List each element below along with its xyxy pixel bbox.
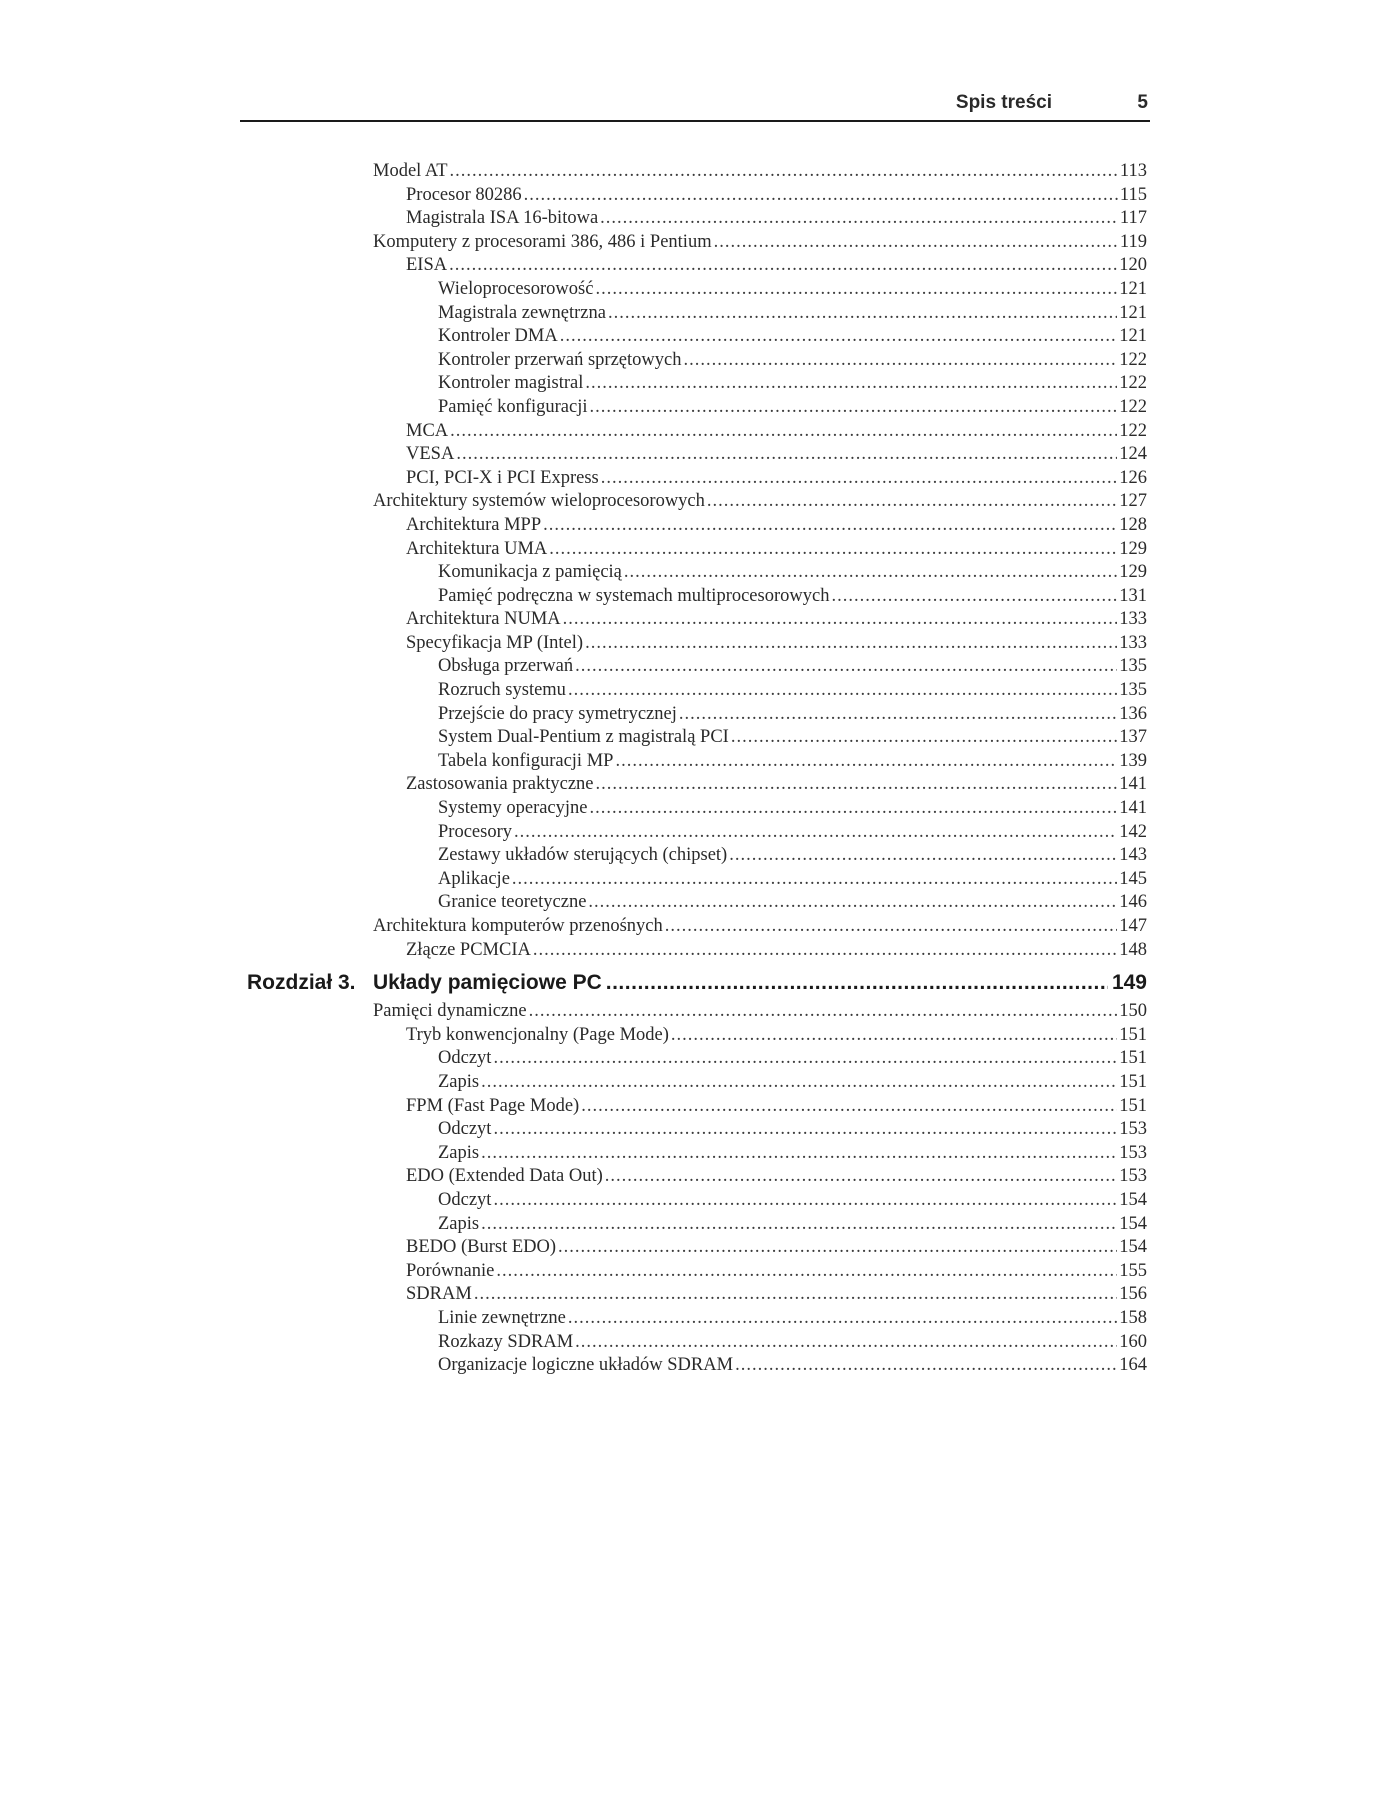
toc-entry (373, 1354, 1147, 1378)
toc-entry-title: Magistrala zewnętrzna (438, 302, 606, 323)
toc-entry-page: 122 (1119, 396, 1147, 417)
dot-leader (529, 1000, 1118, 1024)
toc-entry (373, 1236, 1147, 1260)
toc-entry (373, 420, 1147, 444)
dot-leader (581, 1095, 1117, 1119)
toc-entry-page: 131 (1119, 585, 1147, 606)
dot-leader (474, 1283, 1117, 1307)
dot-leader (671, 1024, 1117, 1048)
toc-entry-title: Architektura UMA (406, 538, 548, 559)
dot-leader (624, 561, 1117, 585)
toc-entry (373, 184, 1147, 208)
dot-leader (590, 396, 1118, 420)
toc-entry-title: Przejście do pracy symetrycznej (438, 703, 677, 724)
toc-entry-title: BEDO (Burst EDO) (406, 1237, 557, 1258)
dot-leader (450, 160, 1118, 184)
toc-entry-page: 158 (1119, 1307, 1147, 1328)
toc-entry-page: 150 (1119, 1001, 1147, 1022)
toc-entry-title: Rozruch systemu (438, 680, 566, 701)
dot-leader (596, 773, 1118, 797)
dot-leader (558, 1236, 1117, 1260)
dot-leader (590, 797, 1118, 821)
toc-entry-title: Tabela konfiguracji MP (438, 750, 614, 771)
toc-entry-title: Architektury systemów wieloprocesorowych (373, 491, 705, 512)
toc-entry-title: Komunikacja z pamięcią (438, 562, 622, 583)
toc-entry-page: 121 (1119, 278, 1147, 299)
toc-entry (373, 396, 1147, 420)
toc-entry (373, 1307, 1147, 1331)
toc-entry-page: 154 (1119, 1213, 1147, 1234)
toc-entry-title: Wieloprocesorowość (438, 278, 594, 299)
toc-entry-title: Linie zewnętrzne (438, 1307, 566, 1328)
toc-entry (373, 1071, 1147, 1095)
toc-entry-page: 141 (1119, 798, 1147, 819)
dot-leader (585, 632, 1117, 656)
toc-entry-title: Procesory (438, 821, 512, 842)
toc-entry-title: Kontroler magistral (438, 373, 584, 394)
toc-entry-page: 147 (1119, 916, 1147, 936)
toc-entry-title: PCI, PCI-X i PCI Express (406, 467, 599, 488)
toc-entry-title: Architektura komputerów przenośnych (373, 916, 663, 936)
toc-entry-title: Kontroler przerwań sprzętowych (438, 349, 682, 370)
toc-entry-title: Specyfikacja MP (Intel) (406, 632, 584, 653)
dot-leader (449, 254, 1117, 278)
toc-entry-title: Komputery z procesorami 386, 486 i Pentium (373, 231, 712, 252)
running-header (240, 90, 1150, 122)
dot-leader (595, 278, 1117, 302)
toc-entry-page: 155 (1119, 1260, 1147, 1281)
toc-entry-page: 151 (1119, 1095, 1147, 1116)
toc-entry-title: Architektura MPP (406, 514, 542, 535)
toc-entry-page: 122 (1119, 373, 1147, 394)
toc-entry (373, 561, 1147, 585)
toc-entry (373, 1189, 1147, 1213)
chapter-page: 149 (1111, 971, 1147, 995)
toc-entry-title: Zapis (438, 1142, 480, 1163)
toc-entry (373, 773, 1147, 797)
dot-leader (585, 372, 1117, 396)
dot-leader (563, 608, 1118, 632)
toc-entry-title: Zestawy układów sterujących (chipset) (438, 845, 728, 866)
toc-entry-title: Pamięci dynamiczne (373, 1001, 527, 1022)
toc-entry (373, 1142, 1147, 1166)
toc-entry-title: Pamięć podręczna w systemach multiprocesorowych (438, 585, 830, 606)
toc-entry-title: Zapis (438, 1071, 480, 1092)
toc-entry-title: SDRAM (406, 1284, 472, 1305)
toc-entry-title: Tryb konwencjonalny (Page Mode) (406, 1024, 669, 1045)
toc-entry (373, 538, 1147, 562)
toc-entry-title: Systemy operacyjne (438, 798, 588, 819)
toc-entry (373, 1047, 1147, 1071)
toc-entry-page: 141 (1119, 774, 1147, 795)
dot-leader (524, 184, 1118, 208)
header-section-title: Spis treści (955, 92, 1052, 113)
toc-entry (373, 585, 1147, 609)
toc-entry-title: Obsługa przerwań (438, 656, 574, 677)
toc-entry-page: 136 (1119, 703, 1147, 724)
toc-entry (373, 207, 1147, 231)
toc-entry (373, 1118, 1147, 1142)
toc-group-1 (373, 160, 1147, 962)
toc-entry-title: Aplikacje (438, 868, 510, 889)
toc-entry-page: 121 (1119, 326, 1147, 347)
toc-entry-page: 148 (1119, 939, 1147, 960)
chapter-title: Układy pamięciowe PC (373, 971, 602, 995)
toc-entry (373, 726, 1147, 750)
dot-leader (481, 1142, 1117, 1166)
dot-leader (683, 349, 1117, 373)
dot-leader (731, 726, 1117, 750)
toc-entry (373, 679, 1147, 703)
toc-entry-page: 126 (1119, 467, 1147, 488)
toc-entry-page: 115 (1119, 184, 1147, 205)
dot-leader (496, 1260, 1117, 1284)
toc-entry-page: 154 (1119, 1237, 1147, 1258)
toc-entry-page: 129 (1119, 562, 1147, 583)
toc-entry-title: Model AT (373, 161, 448, 181)
toc-entry-page: 122 (1119, 420, 1147, 441)
toc-entry (373, 302, 1147, 326)
toc-entry (373, 1095, 1147, 1119)
dot-leader (729, 844, 1117, 868)
header-page-number: 5 (1137, 92, 1148, 113)
toc-entry-title: Kontroler DMA (438, 326, 558, 347)
toc-entry-title: Zapis (438, 1213, 480, 1234)
toc-entry (373, 1000, 1147, 1024)
dot-leader (456, 443, 1117, 467)
table-of-contents (247, 160, 1147, 1378)
dot-leader (831, 585, 1117, 609)
dot-leader (606, 966, 1108, 1000)
toc-entry (373, 868, 1147, 892)
toc-entry-title: Odczyt (438, 1189, 492, 1210)
dot-leader (512, 868, 1117, 892)
toc-entry-title: Zastosowania praktyczne (406, 774, 594, 795)
dot-leader (575, 1331, 1117, 1355)
toc-entry-page: 135 (1119, 656, 1147, 677)
toc-entry (373, 750, 1147, 774)
toc-entry (373, 655, 1147, 679)
toc-entry-title: Granice teoretyczne (438, 892, 587, 913)
toc-entry-page: 122 (1119, 349, 1147, 370)
dot-leader (707, 490, 1117, 514)
toc-entry (373, 231, 1147, 255)
toc-entry (373, 891, 1147, 915)
toc-entry (373, 514, 1147, 538)
dot-leader (481, 1213, 1117, 1237)
toc-entry (373, 797, 1147, 821)
toc-entry (373, 1024, 1147, 1048)
toc-entry-page: 156 (1119, 1284, 1147, 1305)
toc-entry-page: 153 (1119, 1166, 1147, 1187)
chapter-label: Rozdział 3. (247, 971, 356, 995)
toc-entry-page: 113 (1119, 161, 1147, 181)
toc-entry (373, 1283, 1147, 1307)
toc-entry (373, 349, 1147, 373)
toc-entry-page: 137 (1119, 727, 1147, 748)
toc-entry-title: Złącze PCMCIA (406, 939, 531, 960)
toc-entry (373, 844, 1147, 868)
dot-leader (600, 207, 1118, 231)
toc-entry-title: Organizacje logiczne układów SDRAM (438, 1355, 734, 1376)
toc-entry (373, 1331, 1147, 1355)
toc-entry (373, 325, 1147, 349)
toc-entry (373, 467, 1147, 491)
toc-entry-page: 151 (1119, 1024, 1147, 1045)
toc-entry-page: 117 (1119, 208, 1147, 229)
dot-leader (493, 1189, 1117, 1213)
toc-entry-title: Pamięć konfiguracji (438, 396, 588, 417)
toc-entry-page: 151 (1119, 1071, 1147, 1092)
toc-entry-page: 145 (1119, 868, 1147, 889)
toc-group-2 (373, 1000, 1147, 1378)
toc-entry (373, 1165, 1147, 1189)
toc-entry-page: 120 (1119, 255, 1147, 276)
dot-leader (560, 325, 1118, 349)
dot-leader (493, 1118, 1117, 1142)
toc-entry-page: 139 (1119, 750, 1147, 771)
toc-entry (373, 1260, 1147, 1284)
toc-entry-title: Odczyt (438, 1119, 492, 1140)
dot-leader (514, 821, 1117, 845)
dot-leader (605, 1165, 1117, 1189)
toc-entry-page: 135 (1119, 680, 1147, 701)
toc-entry-title: Porównanie (406, 1260, 495, 1281)
toc-entry-page: 119 (1119, 231, 1147, 252)
toc-entry (373, 821, 1147, 845)
dot-leader (568, 679, 1117, 703)
toc-entry-title: EDO (Extended Data Out) (406, 1166, 603, 1187)
dot-leader (575, 655, 1117, 679)
toc-entry-title: VESA (406, 444, 455, 465)
dot-leader (601, 467, 1118, 491)
dot-leader (679, 703, 1117, 727)
chapter-heading (247, 966, 1147, 1000)
toc-entry-page: 124 (1119, 444, 1147, 465)
toc-entry-page: 128 (1119, 514, 1147, 535)
toc-entry-page: 133 (1119, 632, 1147, 653)
toc-entry-title: EISA (406, 255, 448, 276)
toc-entry (373, 278, 1147, 302)
toc-entry-page: 146 (1119, 892, 1147, 913)
toc-entry-title: Procesor 80286 (406, 184, 522, 205)
toc-entry-title: System Dual-Pentium z magistralą PCI (438, 727, 729, 748)
dot-leader (665, 915, 1118, 939)
toc-entry (373, 490, 1147, 514)
toc-entry (373, 254, 1147, 278)
dot-leader (735, 1354, 1117, 1378)
dot-leader (608, 302, 1117, 326)
toc-entry-page: 160 (1119, 1331, 1147, 1352)
dot-leader (549, 538, 1117, 562)
toc-entry-title: MCA (406, 420, 449, 441)
toc-entry-title: Architektura NUMA (406, 609, 561, 630)
toc-entry-page: 151 (1119, 1048, 1147, 1069)
dot-leader (493, 1047, 1117, 1071)
toc-entry (373, 939, 1147, 963)
dot-leader (533, 939, 1117, 963)
toc-entry (373, 443, 1147, 467)
toc-entry (373, 703, 1147, 727)
toc-entry (373, 915, 1147, 939)
toc-entry-title: Magistrala ISA 16-bitowa (406, 208, 599, 229)
toc-entry-page: 154 (1119, 1189, 1147, 1210)
toc-entry (373, 160, 1147, 184)
dot-leader (714, 231, 1118, 255)
toc-entry-page: 129 (1119, 538, 1147, 559)
toc-entry-page: 143 (1119, 845, 1147, 866)
toc-entry-page: 121 (1119, 302, 1147, 323)
toc-entry-page: 164 (1119, 1355, 1147, 1376)
toc-entry (373, 1213, 1147, 1237)
toc-entry-page: 133 (1119, 609, 1147, 630)
dot-leader (450, 420, 1117, 444)
toc-entry-title: Odczyt (438, 1048, 492, 1069)
toc-entry-page: 153 (1119, 1119, 1147, 1140)
dot-leader (568, 1307, 1117, 1331)
toc-entry (373, 608, 1147, 632)
dot-leader (588, 891, 1117, 915)
toc-entry-title: FPM (Fast Page Mode) (406, 1095, 580, 1116)
dot-leader (615, 750, 1117, 774)
dot-leader (543, 514, 1117, 538)
toc-entry-page: 153 (1119, 1142, 1147, 1163)
toc-entry-page: 127 (1119, 491, 1147, 512)
dot-leader (481, 1071, 1117, 1095)
toc-entry (373, 632, 1147, 656)
toc-entry-title: Rozkazy SDRAM (438, 1331, 574, 1352)
toc-entry (373, 372, 1147, 396)
toc-entry-page: 142 (1119, 821, 1147, 842)
